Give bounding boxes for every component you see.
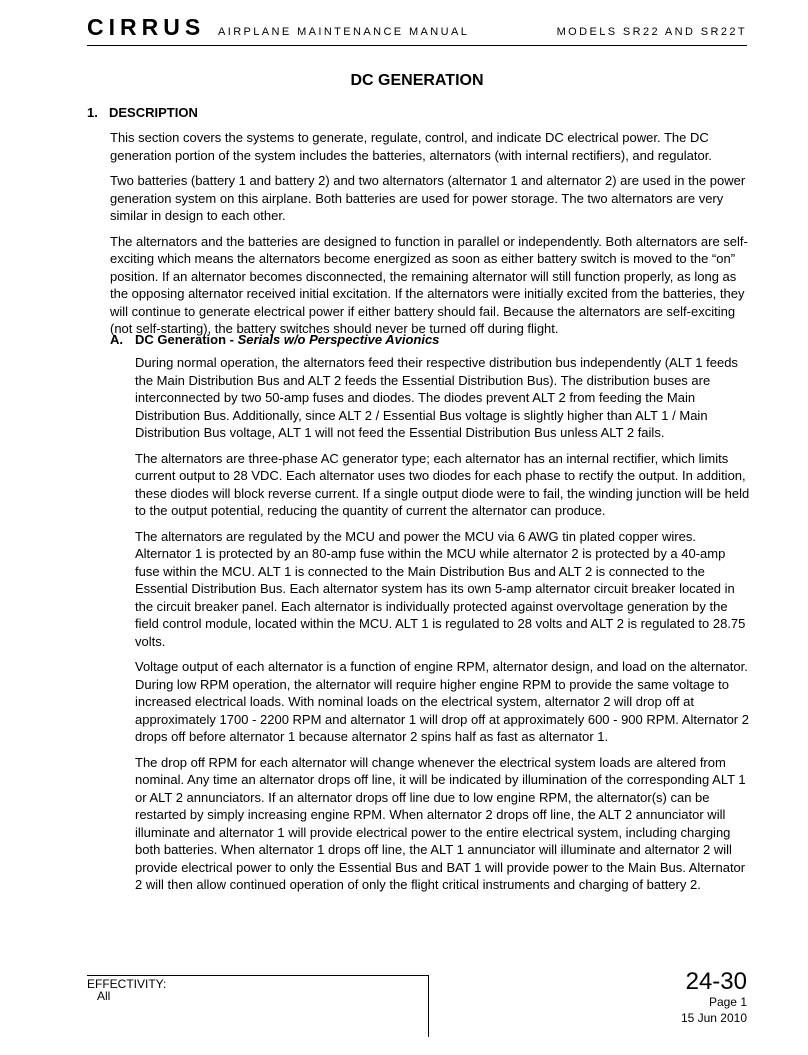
subsection-title: DC Generation - bbox=[135, 332, 238, 347]
paragraph: During normal operation, the alternators feed their respective distribution bus independently (ALT 1 feeds the Main Distribution Bus and ALT 2 feeds the Essential Distribution Bus). The distribution buses are interconnected by two 50-amp fuses and diodes. The diodes prevent ALT 2 from feeding the Main Distribution Bus. Additionally, since ALT 2 / Essential Bus voltage is slightly higher than ALT 1 / Main Distribution Bus voltage, ALT 1 will not feed the Essential Distribution Bus unless ALT 2 fails. bbox=[135, 355, 738, 440]
section-number: 1. bbox=[87, 105, 98, 120]
chapter-page-number: 24-30 bbox=[685, 968, 747, 995]
subsection-body bbox=[135, 354, 751, 902]
revision-date: 15 Jun 2010 bbox=[680, 1011, 747, 1025]
subsection-heading bbox=[110, 332, 439, 347]
models-label: MODELS SR22 AND SR22T bbox=[556, 26, 747, 38]
brand-logo: CIRRUS bbox=[87, 14, 206, 40]
paragraph: This section covers the systems to generate, regulate, control, and indicate DC electrical power. The DC generation portion of the system includes the batteries, alternators (with internal rectifiers), and regulator. bbox=[110, 130, 712, 163]
section-heading bbox=[87, 105, 198, 120]
paragraph: The drop off RPM for each alternator will change whenever the electrical system loads are altered from nominal. Any time an alternator drops off line, it will be indicated by illumination of the corresponding ALT 1 or ALT 2 annunciators. If an alternator drops off line due to low engine RPM, the alternator(s) can be restarted by simply increasing engine RPM. When alternator 2 drops off line, the ALT 2 annunciator will illuminate and alternator 1 will provide electrical power to the entire electrical system, including charging both batteries. When alternator 1 drops off line, the ALT 1 annunciator will illuminate and alternator 2 will provide electrical power to only the Essential Bus and BAT 1 will provide power to the Main Bus. Alternator 2 will then allow continued operation of only the flight critical instruments and charging of battery 2. bbox=[135, 754, 746, 892]
paragraph: Voltage output of each alternator is a function of engine RPM, alternator design, and load on the alternator. During low RPM operation, the alternator will require higher engine RPM to provide the same voltage to increased electrical loads. With nominal loads on the electrical system, alternator 2 will drop off at approximately 1700 - 2200 RPM and alternator 1 will drop off at approximately 600 - 900 RPM. Alternator 2 drops off before alternator 1 because alternator 2 spins half as fast as alternator 1. bbox=[135, 659, 749, 744]
paragraph: The alternators are regulated by the MCU and power the MCU via 6 AWG tin plated copper wires. Alternator 1 is protected by an 80-amp fuse within the MCU while alternator 2 is protected by a 40-amp fuse within the MCU. ALT 1 is connected to the Main Distribution Bus and ALT 2 is connected to the Essential Distribution Bus. Each alternator system has its own 5-amp alternator circuit breaker located in the circuit breaker panel. Each alternator is individually protected against overvoltage generation by the field control module, located within the MCU. ALT 1 is regulated to 28 volts and ALT 2 is regulated to 28.75 volts. bbox=[135, 528, 746, 649]
description-body bbox=[110, 129, 750, 346]
section-title: DESCRIPTION bbox=[109, 105, 198, 120]
paragraph: The alternators and the batteries are designed to function in parallel or independently. Both alternators are self-exciting which means the alternators become energized as soon as either battery switch is moved to the “on” position. If an alternator becomes disconnected, the remaining alternator will still function properly, as long as the opposing alternator received initial excitation. If the alternators were initially excited from the batteries, they will continue to generate electrical power if either battery should fail. Because the alternators are self-exciting (not self-starting), the battery switches should never be turned off during flight. bbox=[110, 233, 748, 336]
effectivity-value: All bbox=[97, 989, 111, 1003]
manual-title: AIRPLANE MAINTENANCE MANUAL bbox=[218, 26, 470, 38]
subsection-title-emphasis: Serials w/o Perspective Avionics bbox=[237, 332, 440, 347]
page-title: DC GENERATION bbox=[350, 72, 484, 89]
footer-divider bbox=[428, 975, 429, 1037]
effectivity-label: EFFECTIVITY: bbox=[87, 977, 167, 991]
page-header bbox=[87, 14, 747, 48]
footer-rule bbox=[87, 975, 429, 976]
page-label: Page 1 bbox=[708, 995, 747, 1009]
paragraph: Two batteries (battery 1 and battery 2) and two alternators (alternator 1 and alternator 2) are used in the power generation system on this airplane. Both batteries are used for power storage. The two alternators are very similar in design to each other. bbox=[110, 173, 746, 223]
paragraph: The alternators are three-phase AC generator type; each alternator has an internal rectifier, which limits current output to 28 VDC. Each alternator uses two diodes for each phase to rectify the output. In addition, these diodes will block reverse current. If a single output diode were to fail, the winding junction will be held to the output potential, reducing the quantity of current the alternator can produce. bbox=[135, 450, 750, 518]
subsection-letter: A. bbox=[110, 332, 123, 347]
header-rule bbox=[87, 45, 747, 46]
